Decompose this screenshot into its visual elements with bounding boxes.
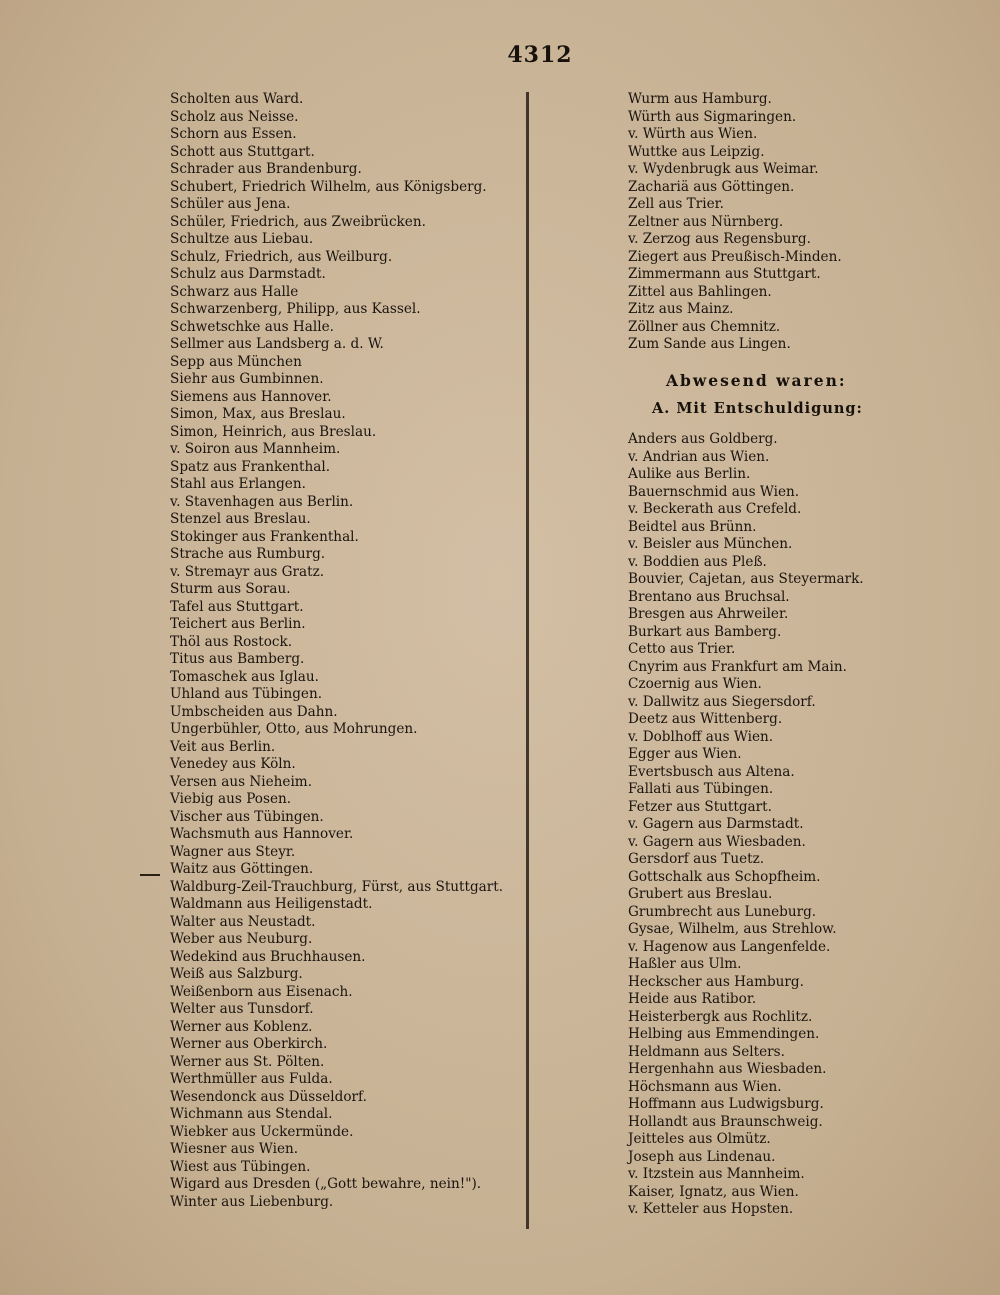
list-item: Schwarz aus Halle bbox=[170, 283, 299, 300]
list-item: Anders aus Goldberg. bbox=[628, 431, 778, 447]
list-item: v. Beckerath aus Crefeld. bbox=[628, 501, 802, 517]
list-item: v. Wydenbrugk aus Weimar. bbox=[628, 161, 819, 177]
list-item: Deetz aus Wittenberg. bbox=[628, 711, 783, 727]
list-item: Schüler, Friedrich, aus Zweibrücken. bbox=[170, 213, 426, 230]
list-item: Fallati aus Tübingen. bbox=[628, 781, 774, 797]
list-item: Simon, Max, aus Breslau. bbox=[170, 406, 346, 422]
list-item: Zum Sande aus Lingen. bbox=[628, 336, 791, 352]
list-item: Hollandt aus Braunschweig. bbox=[628, 1113, 823, 1130]
list-item: Titus aus Bamberg. bbox=[170, 651, 305, 667]
list-item: Wedekind aus Bruchhausen. bbox=[170, 948, 366, 965]
list-item: Sturm aus Sorau. bbox=[170, 581, 291, 597]
list-item: Burkart aus Bamberg. bbox=[628, 623, 782, 640]
list-item: Venedey aus Köln. bbox=[170, 756, 296, 772]
list-item: v. Dallwitz aus Siegersdorf. bbox=[628, 693, 816, 710]
list-item: Schultze aus Liebau. bbox=[170, 231, 314, 247]
list-item: v. Gagern aus Darmstadt. bbox=[628, 816, 804, 832]
list-item: v. Itzstein aus Mannheim. bbox=[628, 1166, 805, 1182]
list-item: Evertsbusch aus Altena. bbox=[628, 763, 795, 780]
list-item: v. Zerzog aus Regensburg. bbox=[628, 231, 811, 247]
list-item: v. Hagenow aus Langenfelde. bbox=[628, 938, 831, 955]
list-item: v. Beisler aus München. bbox=[628, 536, 793, 552]
list-item: Zachariä aus Göttingen. bbox=[628, 178, 795, 195]
list-item: Simon, Heinrich, aus Breslau. bbox=[170, 423, 377, 440]
list-item: Bouvier, Cajetan, aus Steyermark. bbox=[628, 571, 864, 587]
list-item: Würth aus Sigmaringen. bbox=[628, 108, 797, 125]
list-item: Schrader aus Brandenburg. bbox=[170, 161, 362, 177]
list-item: Stahl aus Erlangen. bbox=[170, 476, 306, 492]
list-item: Siehr aus Gumbinnen. bbox=[170, 371, 324, 387]
list-item: Schwarzenberg, Philipp, aus Kassel. bbox=[170, 301, 421, 317]
list-item: Umbscheiden aus Dahn. bbox=[170, 703, 338, 720]
list-item: Walter aus Neustadt. bbox=[170, 913, 316, 930]
list-item: Heckscher aus Hamburg. bbox=[628, 973, 804, 990]
list-item: v. Ketteler aus Hopsten. bbox=[628, 1201, 794, 1217]
list-item: Winter aus Liebenburg. bbox=[170, 1193, 334, 1210]
list-item: Schorn aus Essen. bbox=[170, 126, 297, 142]
list-item: Werthmüller aus Fulda. bbox=[170, 1071, 333, 1087]
list-item: Hoffmann aus Ludwigsburg. bbox=[628, 1096, 824, 1112]
list-item: v. Würth aus Wien. bbox=[628, 126, 758, 142]
list-item: Schott aus Stuttgart. bbox=[170, 143, 315, 160]
absent-heading: Abwesend waren: bbox=[666, 371, 847, 390]
list-item: Teichert aus Berlin. bbox=[170, 616, 306, 632]
list-item: Joseph aus Lindenau. bbox=[628, 1148, 776, 1165]
list-item: Hergenhahn aus Wiesbaden. bbox=[628, 1061, 827, 1077]
list-item: Tafel aus Stuttgart. bbox=[170, 598, 304, 615]
list-item: Czoernig aus Wien. bbox=[628, 676, 762, 692]
list-item: Viebig aus Posen. bbox=[170, 791, 292, 807]
list-item: v. Soiron aus Mannheim. bbox=[170, 441, 341, 457]
list-item: Bresgen aus Ahrweiler. bbox=[628, 606, 789, 622]
list-item: Gysae, Wilhelm, aus Strehlow. bbox=[628, 921, 837, 937]
list-item: Scholten aus Ward. bbox=[170, 91, 304, 107]
list-item: Weiß aus Salzburg. bbox=[170, 966, 303, 982]
list-item: Uhland aus Tübingen. bbox=[170, 686, 323, 702]
list-item: Zöllner aus Chemnitz. bbox=[628, 318, 781, 335]
list-item: Wichmann aus Stendal. bbox=[170, 1106, 333, 1122]
list-item: Wesendonck aus Düsseldorf. bbox=[170, 1088, 367, 1105]
list-item: Cetto aus Trier. bbox=[628, 641, 736, 657]
list-item: Heisterbergk aus Rochlitz. bbox=[628, 1008, 813, 1025]
list-item: Stokinger aus Frankenthal. bbox=[170, 528, 359, 545]
list-item: Thöl aus Rostock. bbox=[170, 633, 293, 650]
list-item: Wachsmuth aus Hannover. bbox=[170, 826, 354, 842]
list-item: Vischer aus Tübingen. bbox=[170, 808, 324, 825]
list-item: v. Boddien aus Pleß. bbox=[628, 553, 767, 570]
list-item: Heldmann aus Selters. bbox=[628, 1043, 785, 1060]
list-item: Tomaschek aus Iglau. bbox=[170, 668, 319, 685]
right-column-name-list bbox=[628, 91, 958, 354]
list-item: Schubert, Friedrich Wilhelm, aus Königsberg. bbox=[170, 178, 487, 195]
list-item: Zitz aus Mainz. bbox=[628, 301, 734, 317]
list-item: v. Stremayr aus Gratz. bbox=[170, 563, 325, 580]
left-column-name-list bbox=[170, 91, 515, 1211]
column-divider bbox=[526, 92, 529, 1229]
list-item: Wagner aus Steyr. bbox=[170, 843, 296, 860]
list-item: Cnyrim aus Frankfurt am Main. bbox=[628, 658, 847, 675]
excused-subheading: A. Mit Entschuldigung: bbox=[652, 400, 863, 417]
list-item: Schwetschke aus Halle. bbox=[170, 318, 334, 335]
list-item: Strache aus Rumburg. bbox=[170, 546, 326, 562]
list-item: Wiesner aus Wien. bbox=[170, 1141, 299, 1157]
list-item: Weber aus Neuburg. bbox=[170, 931, 313, 947]
page-number: 4312 bbox=[507, 42, 573, 68]
list-item: Schulz, Friedrich, aus Weilburg. bbox=[170, 248, 393, 265]
list-item: Gersdorf aus Tuetz. bbox=[628, 851, 765, 867]
list-item: Wurm aus Hamburg. bbox=[628, 91, 772, 107]
list-item: Schulz aus Darmstadt. bbox=[170, 266, 326, 282]
list-item: Welter aus Tunsdorf. bbox=[170, 1001, 314, 1017]
list-item: Siemens aus Hannover. bbox=[170, 388, 332, 405]
list-item: Wiebker aus Uckermünde. bbox=[170, 1123, 354, 1140]
list-item: Scholz aus Neisse. bbox=[170, 108, 299, 125]
list-item: Heide aus Ratibor. bbox=[628, 991, 757, 1007]
list-item: Sellmer aus Landsberg a. d. W. bbox=[170, 336, 384, 352]
list-item: Waldmann aus Heiligenstadt. bbox=[170, 896, 373, 912]
list-item: Sepp aus München bbox=[170, 353, 302, 370]
list-item: Bauernschmid aus Wien. bbox=[628, 483, 800, 500]
list-item: Zittel aus Bahlingen. bbox=[628, 283, 772, 300]
list-item: Wigard aus Dresden („Gott bewahre, nein!"). bbox=[170, 1176, 482, 1192]
list-item: Wiest aus Tübingen. bbox=[170, 1158, 311, 1175]
list-item: Gottschalk aus Schopfheim. bbox=[628, 868, 821, 885]
list-item: Brentano aus Bruchsal. bbox=[628, 588, 790, 605]
list-item: Egger aus Wien. bbox=[628, 746, 742, 762]
list-item: Fetzer aus Stuttgart. bbox=[628, 798, 772, 815]
list-item: Grumbrecht aus Luneburg. bbox=[628, 903, 817, 920]
list-item: Aulike aus Berlin. bbox=[628, 466, 751, 482]
list-item: Zell aus Trier. bbox=[628, 196, 724, 212]
list-item: Ziegert aus Preußisch-Minden. bbox=[628, 248, 842, 265]
list-item: Höchsmann aus Wien. bbox=[628, 1078, 782, 1095]
list-item: Haßler aus Ulm. bbox=[628, 956, 742, 972]
list-item: Jeitteles aus Olmütz. bbox=[628, 1131, 771, 1147]
list-item: v. Gagern aus Wiesbaden. bbox=[628, 833, 806, 850]
list-item: Ungerbühler, Otto, aus Mohrungen. bbox=[170, 721, 418, 737]
list-item: Werner aus St. Pölten. bbox=[170, 1053, 325, 1070]
margin-mark bbox=[140, 874, 160, 876]
list-item: Kaiser, Ignatz, aus Wien. bbox=[628, 1183, 799, 1200]
list-item: v. Stavenhagen aus Berlin. bbox=[170, 493, 354, 510]
list-item: Werner aus Koblenz. bbox=[170, 1018, 313, 1035]
list-item: Waitz aus Göttingen. bbox=[170, 861, 314, 877]
absent-excused-name-list bbox=[628, 431, 958, 1219]
list-item: Veit aus Berlin. bbox=[170, 738, 276, 755]
list-item: Grubert aus Breslau. bbox=[628, 886, 773, 902]
list-item: Zimmermann aus Stuttgart. bbox=[628, 266, 821, 282]
list-item: Zeltner aus Nürnberg. bbox=[628, 213, 784, 230]
list-item: Werner aus Oberkirch. bbox=[170, 1036, 328, 1052]
list-item: Weißenborn aus Eisenach. bbox=[170, 983, 353, 1000]
list-item: v. Doblhoff aus Wien. bbox=[628, 728, 774, 745]
list-item: Stenzel aus Breslau. bbox=[170, 511, 311, 527]
list-item: Beidtel aus Brünn. bbox=[628, 518, 757, 535]
list-item: Helbing aus Emmendingen. bbox=[628, 1026, 820, 1042]
list-item: Waldburg-Zeil-Trauchburg, Fürst, aus Stuttgart. bbox=[170, 878, 504, 895]
list-item: Spatz aus Frankenthal. bbox=[170, 458, 331, 475]
list-item: v. Andrian aus Wien. bbox=[628, 448, 770, 465]
list-item: Schüler aus Jena. bbox=[170, 196, 291, 212]
list-item: Versen aus Nieheim. bbox=[170, 773, 313, 790]
list-item: Wuttke aus Leipzig. bbox=[628, 143, 765, 160]
